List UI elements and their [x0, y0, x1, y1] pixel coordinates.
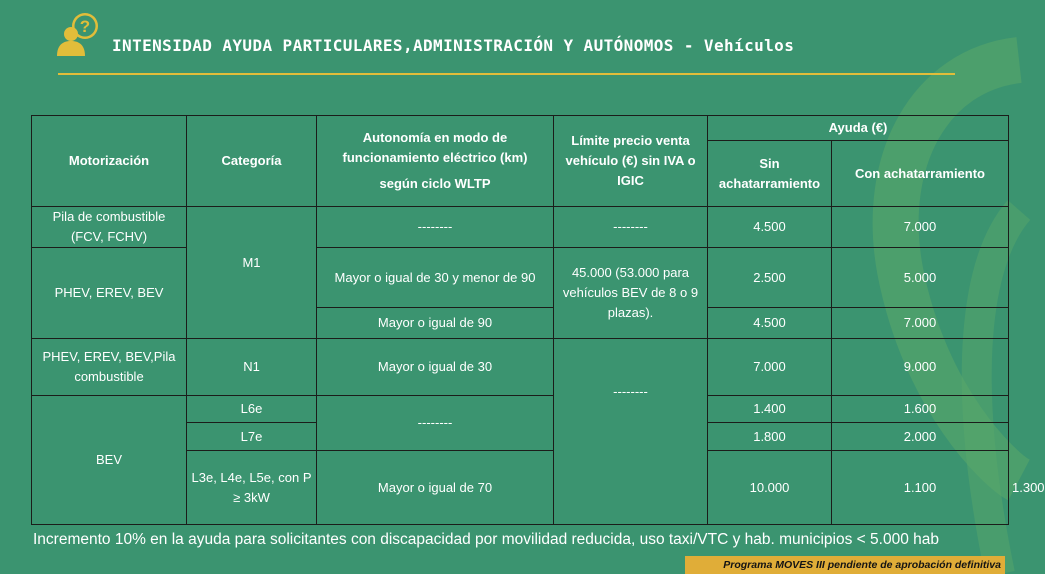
cell-sin: 1.100: [832, 451, 1009, 525]
cell-con: 5.000: [832, 248, 1009, 308]
cell-motorizacion: BEV: [32, 396, 187, 525]
cell-categoria: M1: [187, 207, 317, 339]
header-autonomia: [317, 116, 554, 207]
cell-con: 7.000: [832, 308, 1009, 339]
cell-limite: 45.000 (53.000 para vehículos BEV de 8 o 9 plazas).: [554, 248, 708, 339]
page-title: INTENSIDAD AYUDA PARTICULARES,ADMINISTRACIÓN Y AUTÓNOMOS - Vehículos: [112, 36, 795, 55]
cell-sin: 1.400: [708, 396, 832, 423]
cell-sin: 1.800: [708, 423, 832, 451]
cell-motorizacion: Pila de combustible (FCV, FCHV): [32, 207, 187, 248]
cell-categoria: L6e: [187, 396, 317, 423]
cell-autonomia: Mayor o igual de 70: [317, 451, 554, 525]
cell-limite: --------: [554, 339, 708, 525]
cell-con: 2.000: [832, 423, 1009, 451]
cell-autonomia: Mayor o igual de 30 y menor de 90: [317, 248, 554, 308]
cell-con: 1.600: [832, 396, 1009, 423]
header-autonomia-line3: según ciclo WLTP: [379, 176, 491, 191]
cell-autonomia: --------: [317, 207, 554, 248]
cell-autonomia: --------: [317, 396, 554, 451]
cell-sin: 4.500: [708, 308, 832, 339]
cell-con: 7.000: [832, 207, 1009, 248]
header-categoria: Categoría: [187, 116, 317, 207]
header-autonomia-line2: funcionamiento eléctrico (km): [342, 150, 528, 165]
header-sin-achatarramiento: Sin achatarramiento: [708, 141, 832, 207]
cell-motorizacion: PHEV, EREV, BEV: [32, 248, 187, 339]
cell-sin: 7.000: [708, 339, 832, 396]
cell-limite: --------: [554, 207, 708, 248]
header-con-achatarramiento: Con achatarramiento: [832, 141, 1009, 207]
footer-note: Incremento 10% en la ayuda para solicitantes con discapacidad por movilidad reducida, uso taxi/VTC y hab. municipios < 5.000 hab: [33, 531, 939, 548]
cell-categoria: N1: [187, 339, 317, 396]
header-autonomia-line1: Autonomía en modo de: [362, 130, 508, 145]
pending-approval-banner: Programa MOVES III pendiente de aprobación definitiva: [685, 556, 1005, 574]
header-motorizacion: Motorización: [32, 116, 187, 207]
cell-categoria: L3e, L4e, L5e, con P ≥ 3kW: [187, 451, 317, 525]
title-underline: [58, 73, 955, 75]
header-limite-precio: Límite precio venta vehículo (€) sin IVA o IGIC: [554, 116, 708, 207]
cell-con: 9.000: [832, 339, 1009, 396]
svg-text:?: ?: [79, 17, 91, 36]
question-person-icon: [54, 10, 104, 60]
cell-autonomia: Mayor o igual de 90: [317, 308, 554, 339]
cell-motorizacion: PHEV, EREV, BEV,Pila combustible: [32, 339, 187, 396]
cell-sin: 4.500: [708, 207, 832, 248]
cell-limite: 10.000: [708, 451, 832, 525]
header-ayuda: Ayuda (€): [708, 116, 1009, 141]
cell-autonomia: Mayor o igual de 30: [317, 339, 554, 396]
aid-intensity-table: Motorización Categoría Autonomía en modo de funcionamiento eléctrico (km) según ciclo WLTP Límite precio venta vehículo (€) sin IVA o IGIC Ayuda (€) Sin achatarramiento Con achatarramiento Pila de combustible (FCV, FCHV) M1 -------- -------- 4.500 7.000 PHEV, EREV, BEV Mayor o igual de 30 y menor de 90 45.000 (53.000 para vehículos BEV de 8 o 9 plazas). 2.500 5.000 Mayor o igual de 90 4.500 7.000 PHEV, EREV, BEV,Pila combustible N1 Mayor o igual de 30 -------- 7.000 9.000 BEV L6e -------- 1.400 1.600 L7e 1.800 2.000 L3e, L4e, L5e, con P ≥ 3kW Mayor o igual de 70 10.000 1.100 1.300: [31, 115, 1009, 525]
cell-categoria: L7e: [187, 423, 317, 451]
cell-sin: 2.500: [708, 248, 832, 308]
